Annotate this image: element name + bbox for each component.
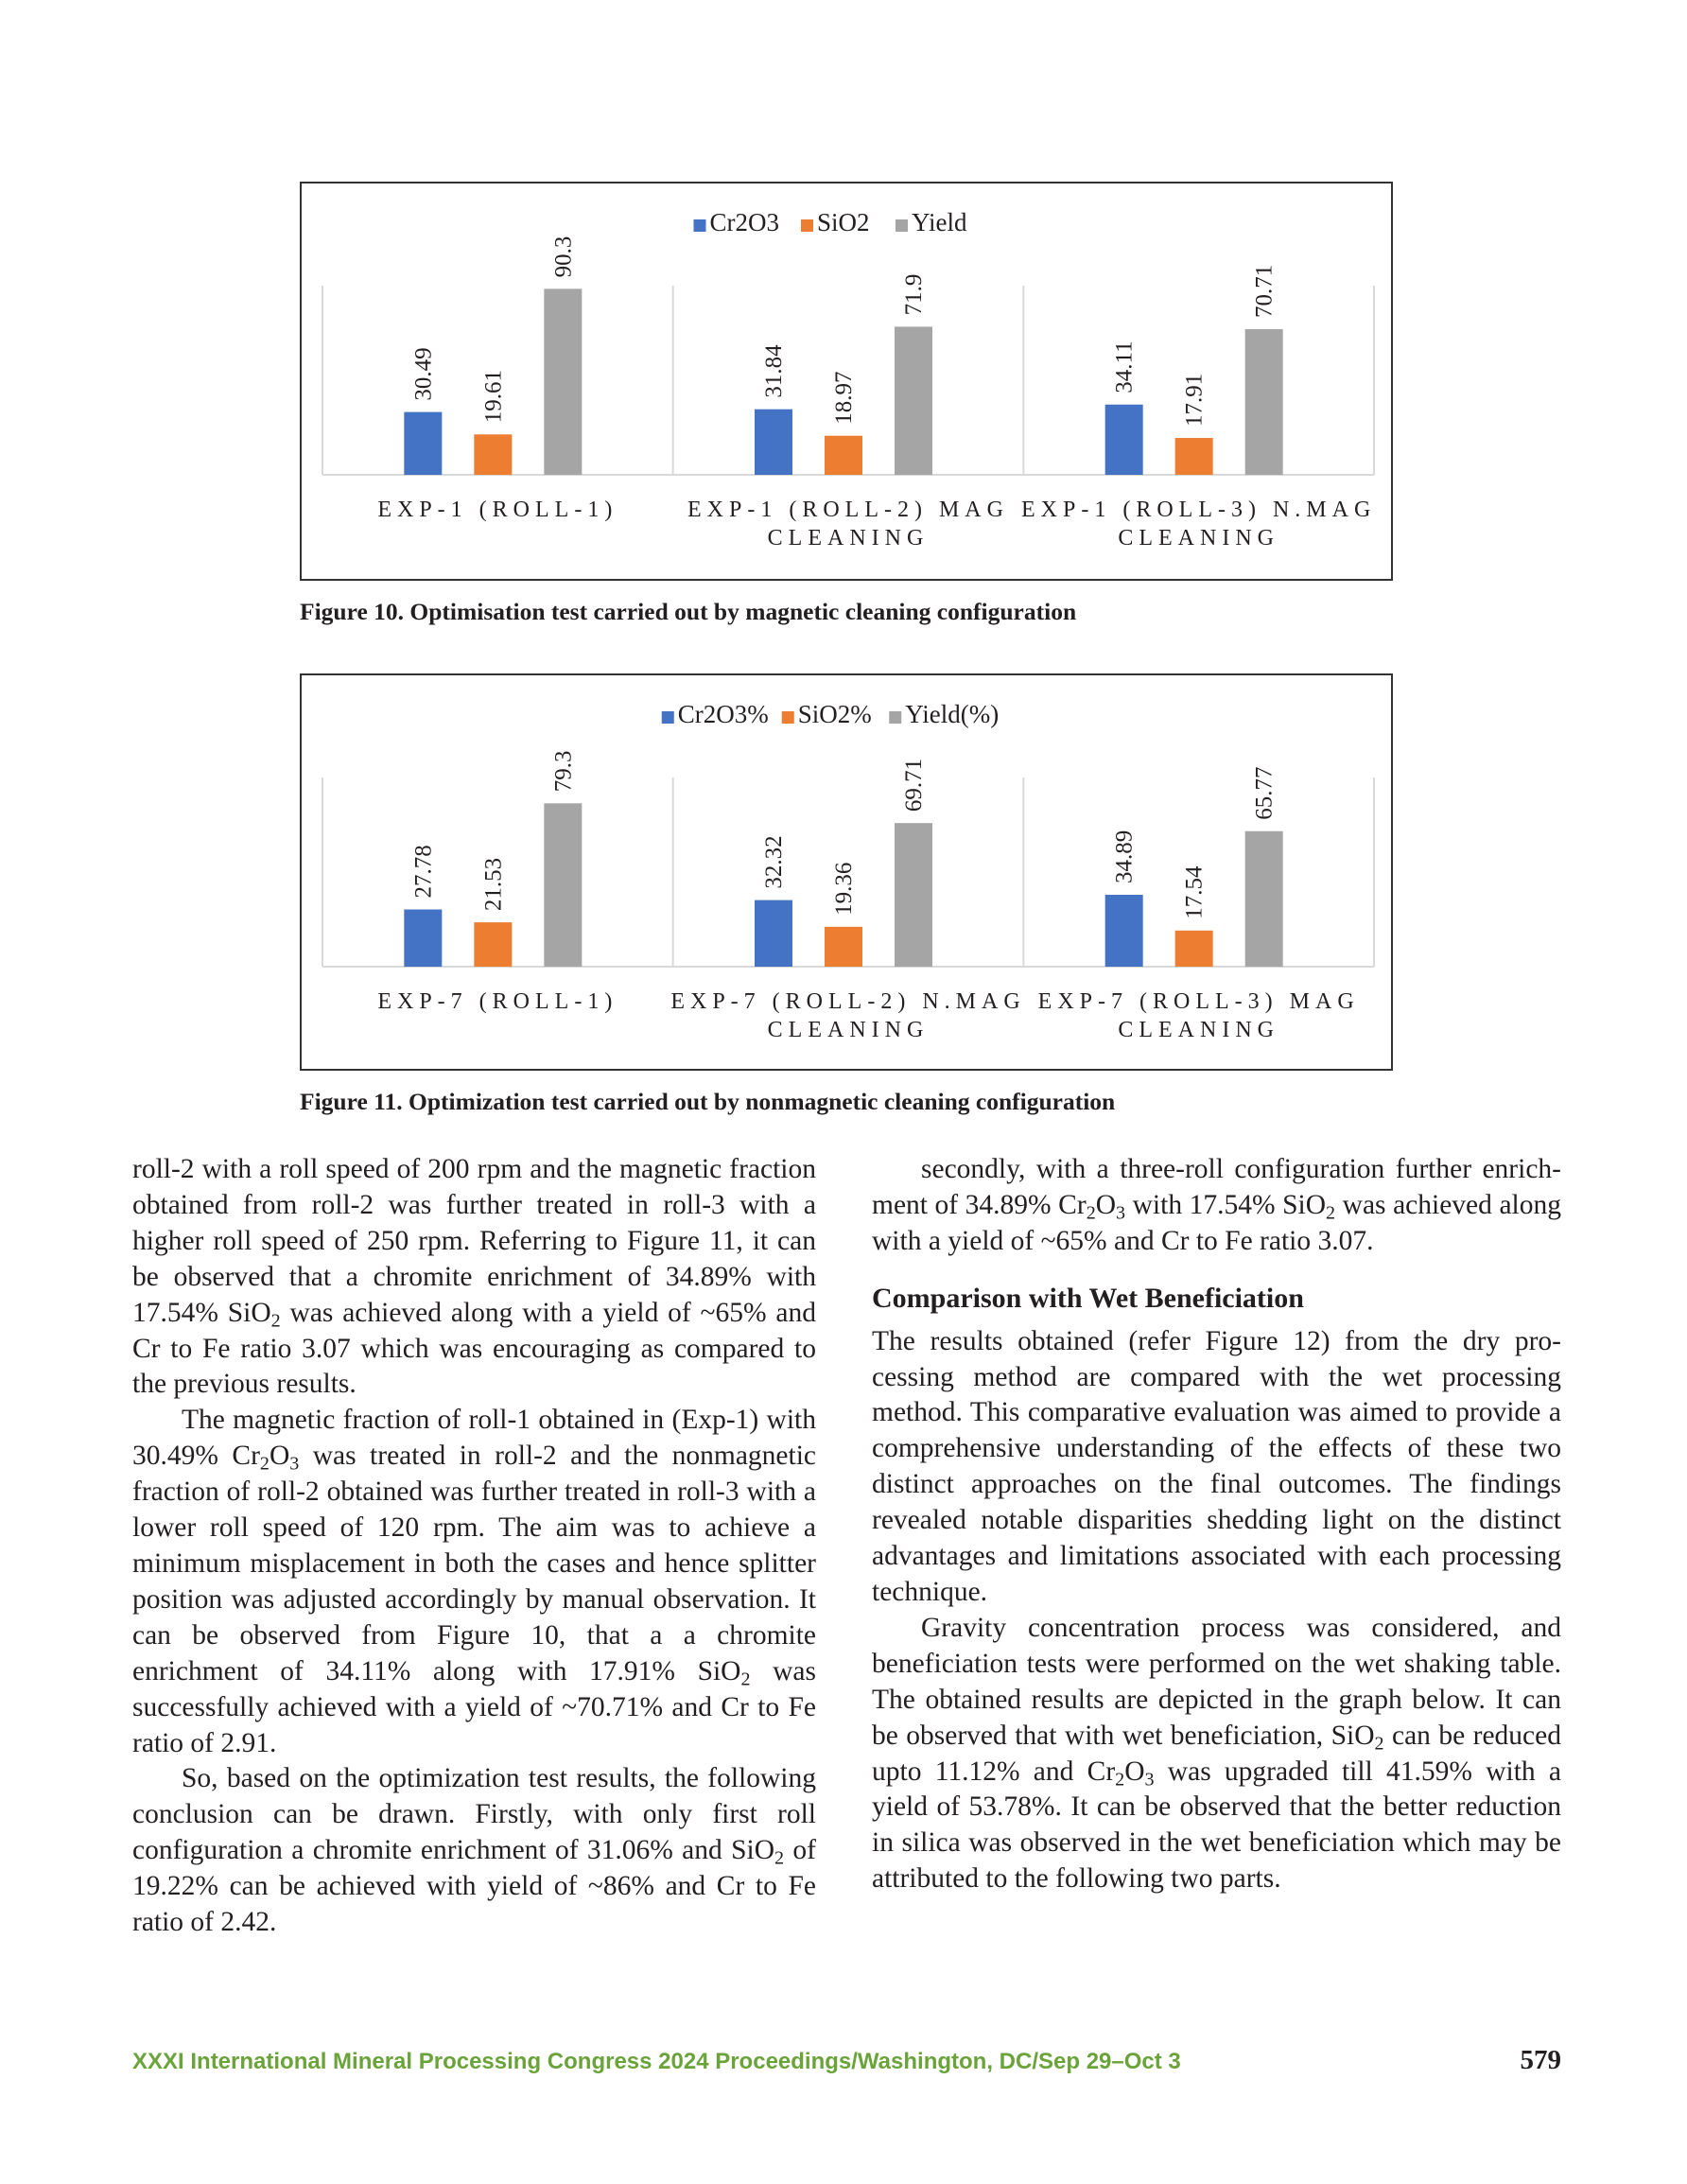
bar-yield-3 — [1245, 329, 1283, 475]
bar-cr2o3-3 — [1105, 895, 1143, 967]
data-label-cr2o3-2: 32.32 — [761, 835, 787, 889]
legend-swatch-cr2o3 — [694, 219, 706, 232]
legend-label-cr2o3: Cr2O3% — [677, 700, 769, 728]
data-label-cr2o3-1: 30.49 — [410, 347, 437, 401]
legend-label-yield: Yield — [912, 208, 967, 236]
data-label-cr2o3-3: 34.89 — [1111, 830, 1138, 884]
category-label-3: CLEANING — [1118, 1018, 1279, 1042]
paragraph: secondly, with a three-roll configuration further enrichment of 34.89% $Cr_2O_3$ with 17.54% SiO$_2$ was achieved along with a yield of ~65% and Cr to Fe ratio 3.07. — [872, 1154, 1561, 1256]
paragraph: Gravity concentration process was considered, and beneficiation tests were performed on the wet shaking table. The obtained results are depicted in the graph below. It can be observed that with wet beneficiation, SiO$_2$ can be reduced upto 11.12% and $Cr_2O_3$ was upgraded till 41.59% with a yield of 53.78%. It can be observed that the better reduction in silica was observed in the wet beneficiation which may be attributed to the following two parts. — [872, 1612, 1561, 1895]
proceedings-footer: XXXI International Mineral Processing Congress 2024 Proceedings/Washington, DC/Sep 29–Oct 3 — [132, 2049, 1181, 2074]
section-heading: Comparison with Wet Beneficiation — [872, 1282, 1304, 1314]
bar-sio2-3 — [1175, 931, 1213, 967]
bar-cr2o3-1 — [404, 910, 442, 967]
category-label-3: EXP-1 (ROLL-3) N.MAG — [1021, 498, 1377, 522]
bar-cr2o3-2 — [755, 410, 792, 475]
legend-label-yield: Yield(%) — [905, 700, 1000, 728]
bar-yield-3 — [1245, 831, 1283, 967]
bar-sio2-3 — [1175, 438, 1213, 475]
category-label-2: CLEANING — [767, 526, 930, 550]
figure-11-svg — [302, 675, 1391, 1069]
bar-yield-2 — [895, 326, 932, 475]
legend-swatch-yield — [896, 219, 908, 232]
figure-11-caption: Figure 11. Optimization test carried out by nonmagnetic cleaning configuration — [300, 1088, 1116, 1115]
legend — [662, 700, 999, 728]
bar-sio2-2 — [825, 927, 862, 967]
left-text-column — [132, 1152, 816, 1941]
legend-swatch-sio2 — [782, 711, 794, 724]
legend-swatch-sio2 — [801, 219, 813, 232]
figure-10-svg — [302, 183, 1391, 579]
category-label-2: EXP-1 (ROLL-2) MAG — [687, 498, 1009, 522]
right-text-column — [872, 1152, 1561, 1897]
figure-11-chart — [300, 673, 1393, 1071]
figure-10-chart — [300, 182, 1393, 581]
data-label-yield-1: 79.3 — [550, 750, 577, 793]
data-label-yield-3: 70.71 — [1251, 264, 1278, 319]
category-label-3: EXP-7 (ROLL-3) MAG — [1037, 989, 1360, 1014]
category-label-1: EXP-7 (ROLL-1) — [377, 989, 618, 1014]
category-label-2: EXP-7 (ROLL-2) N.MAG — [670, 989, 1026, 1014]
legend-swatch-cr2o3 — [662, 711, 674, 724]
bar-cr2o3-1 — [404, 412, 442, 475]
category-label-1: EXP-1 (ROLL-1) — [377, 498, 618, 522]
legend-label-sio2: SiO2 — [817, 208, 870, 236]
data-label-sio2-2: 18.97 — [831, 371, 857, 425]
legend-swatch-yield — [889, 711, 901, 724]
legend-label-cr2o3: Cr2O3 — [709, 208, 779, 236]
data-label-sio2-3: 17.54 — [1181, 865, 1208, 919]
data-label-yield-2: 69.71 — [901, 758, 927, 812]
data-label-yield-3: 65.77 — [1251, 766, 1278, 820]
data-label-sio2-1: 19.61 — [480, 370, 507, 424]
paragraph: roll-2 with a roll speed of 200 rpm and the magnetic fraction obtained from roll-2 was further treated in roll-3 with a higher roll speed of 250 rpm. Referring to Figure 11, it can be observed that a chromite enrichment of 34.89% with 17.54% SiO$_2$ was achieved along with a yield of ~65% and Cr to Fe ratio 3.07 which was encouraging as compared to the previous results. — [132, 1154, 816, 1400]
data-label-sio2-3: 17.91 — [1181, 373, 1208, 427]
data-label-yield-2: 71.9 — [901, 273, 927, 316]
bar-cr2o3-2 — [755, 900, 792, 967]
category-label-3: CLEANING — [1118, 526, 1279, 550]
legend — [694, 208, 967, 236]
category-label-2: CLEANING — [767, 1018, 930, 1042]
bar-yield-1 — [544, 288, 582, 475]
bar-sio2-1 — [474, 434, 512, 475]
data-label-cr2o3-2: 31.84 — [761, 344, 787, 398]
bar-yield-1 — [544, 803, 582, 967]
bar-sio2-2 — [825, 436, 862, 475]
paragraph: The magnetic fraction of roll-1 obtained in (Exp-1) with 30.49% $Cr_2O_3$ was treated in roll-2 and the nonmagnetic fraction of roll-2 obtained was further treated in roll-3 with a lower roll speed of 120 rpm. The aim was to achieve a minimum misplacement in both the cases and hence splitter position was adjusted accordingly by manual observation. It can be observed from Figure 10, that a a chromite enrichment of 34.11% along with 17.91% SiO$_2$ was successfully achieved with a yield of ~70.71% and Cr to Fe ratio of 2.91. — [132, 1405, 816, 1758]
data-label-yield-1: 90.3 — [550, 236, 577, 278]
paragraph: The results obtained (refer Figure 12) from the dry processing method are compared with the wet processing method. This comparative evaluation was aimed to provide a comprehensive understanding of the effects of these two distinct approaches on the final outcomes. The findings revealed notable disparities shedding light on the distinct advantages and limitations associated with each processing technique. — [872, 1325, 1561, 1607]
paragraph: So, based on the optimization test results, the following conclusion can be drawn. Firstly, with only first roll configuration a chromite enrichment of 31.06% and SiO$_2$ of 19.22% can be achieved with yield of ~86% and Cr to Fe ratio of 2.42. — [132, 1763, 816, 1938]
bar-cr2o3-3 — [1105, 405, 1143, 475]
data-label-sio2-2: 19.36 — [831, 862, 857, 916]
page-number: 579 — [1520, 2045, 1561, 2075]
legend-label-sio2: SiO2% — [797, 700, 872, 728]
figure-10-caption: Figure 10. Optimisation test carried out by magnetic cleaning configuration — [300, 598, 1077, 625]
bar-yield-2 — [895, 823, 932, 967]
data-label-cr2o3-3: 34.11 — [1111, 341, 1138, 393]
data-label-cr2o3-1: 27.78 — [410, 845, 437, 899]
data-label-sio2-1: 21.53 — [480, 857, 507, 912]
bar-sio2-1 — [474, 922, 512, 967]
